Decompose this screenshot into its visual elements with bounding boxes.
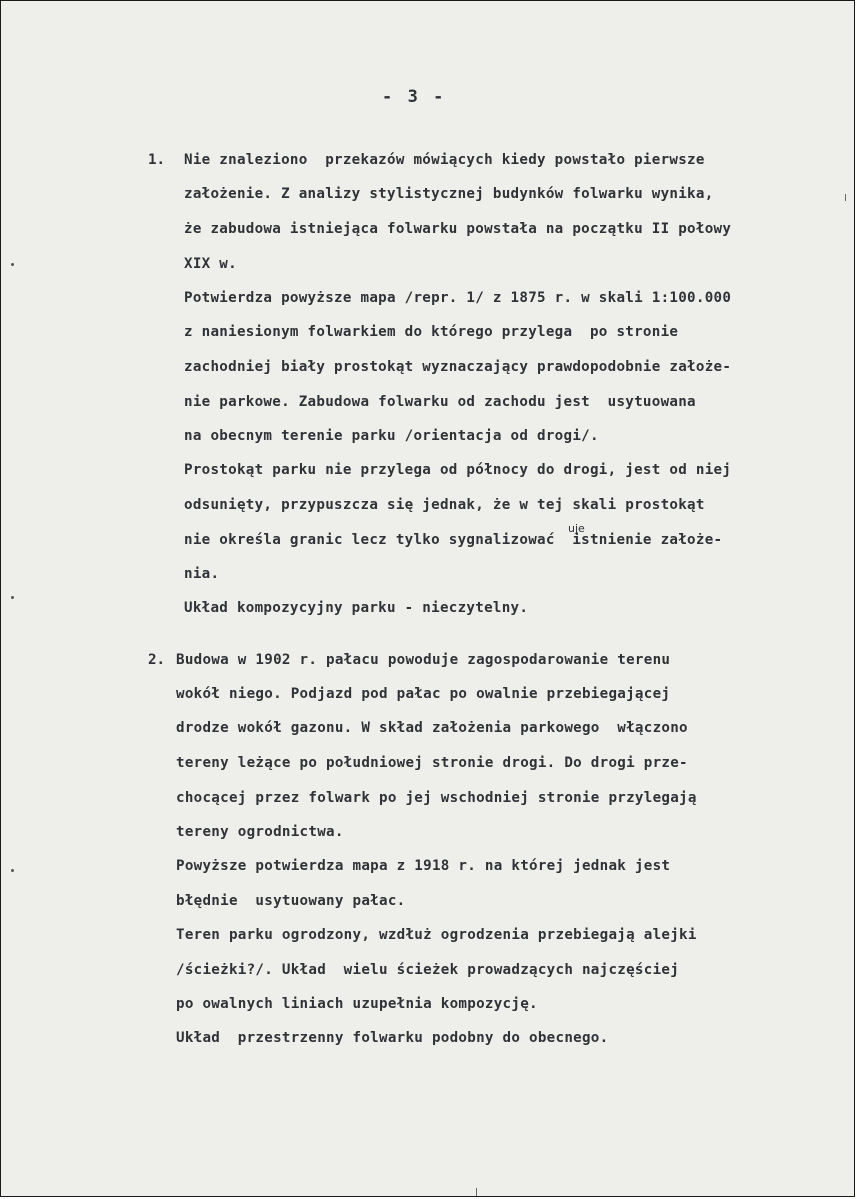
- text-line: na obecnym terenie parku /orientacja od drogi/.: [184, 428, 599, 444]
- scan-mark: [476, 1188, 477, 1197]
- scan-mark: [11, 596, 14, 599]
- section-1-number: 1.: [148, 152, 166, 168]
- text-line: nie określa granic lecz tylko sygnalizować istnienie założe-: [184, 532, 723, 548]
- scan-mark: [11, 263, 14, 266]
- text-line: zachodniej biały prostokąt wyznaczający prawdopodobnie założe-: [184, 359, 732, 375]
- text-line: błędnie usytuowany pałac.: [176, 893, 406, 909]
- text-line: drodze wokół gazonu. W skład założenia parkowego włączono: [176, 720, 688, 736]
- text-line: Prostokąt parku nie przylega od północy do drogi, jest od niej: [184, 462, 732, 478]
- text-line: po owalnych liniach uzupełnia kompozycję.: [176, 996, 538, 1012]
- text-line: Układ kompozycyjny parku - nieczytelny.: [184, 600, 529, 616]
- text-line: Układ przestrzenny folwarku podobny do obecnego.: [176, 1030, 609, 1046]
- text-line: nia.: [184, 566, 220, 582]
- page-number: - 3 -: [382, 87, 446, 107]
- text-line: Teren parku ogrodzony, wzdłuż ogrodzenia przebiegają alejki: [176, 927, 697, 943]
- text-line: nie parkowe. Zabudowa folwarku od zachodu jest usytuowana: [184, 394, 696, 410]
- section-2-number: 2.: [148, 652, 166, 668]
- text-line: założenie. Z analizy stylistycznej budynków folwarku wynika,: [184, 186, 714, 202]
- text-line: /ścieżki?/. Układ wielu ścieżek prowadzących najczęściej: [176, 962, 680, 978]
- text-line: tereny leżące po południowej stronie drogi. Do drogi prze-: [176, 755, 688, 771]
- text-line: tereny ogrodnictwa.: [176, 824, 344, 840]
- text-line: że zabudowa istniejąca folwarku powstała na początku II połowy: [184, 221, 732, 237]
- text-line: odsunięty, przypuszcza się jednak, że w tej skali prostokąt: [184, 497, 705, 513]
- scan-mark: [845, 194, 846, 201]
- handwritten-correction: uje: [568, 522, 585, 535]
- scan-mark: [11, 869, 14, 872]
- text-line: chocącej przez folwark po jej wschodniej stronie przylegają: [176, 790, 697, 806]
- text-line: z naniesionym folwarkiem do którego przylega po stronie: [184, 324, 679, 340]
- text-line: XIX w.: [184, 256, 237, 272]
- text-line: Budowa w 1902 r. pałacu powoduje zagospodarowanie terenu: [176, 652, 671, 668]
- text-line: Powyższe potwierdza mapa z 1918 r. na której jednak jest: [176, 858, 671, 874]
- text-line: Nie znaleziono przekazów mówiących kiedy powstało pierwsze: [184, 152, 705, 168]
- text-line: wokół niego. Podjazd pod pałac po owalnie przebiegającej: [176, 686, 671, 702]
- text-line: Potwierdza powyższe mapa /repr. 1/ z 1875 r. w skali 1:100.000: [184, 290, 732, 306]
